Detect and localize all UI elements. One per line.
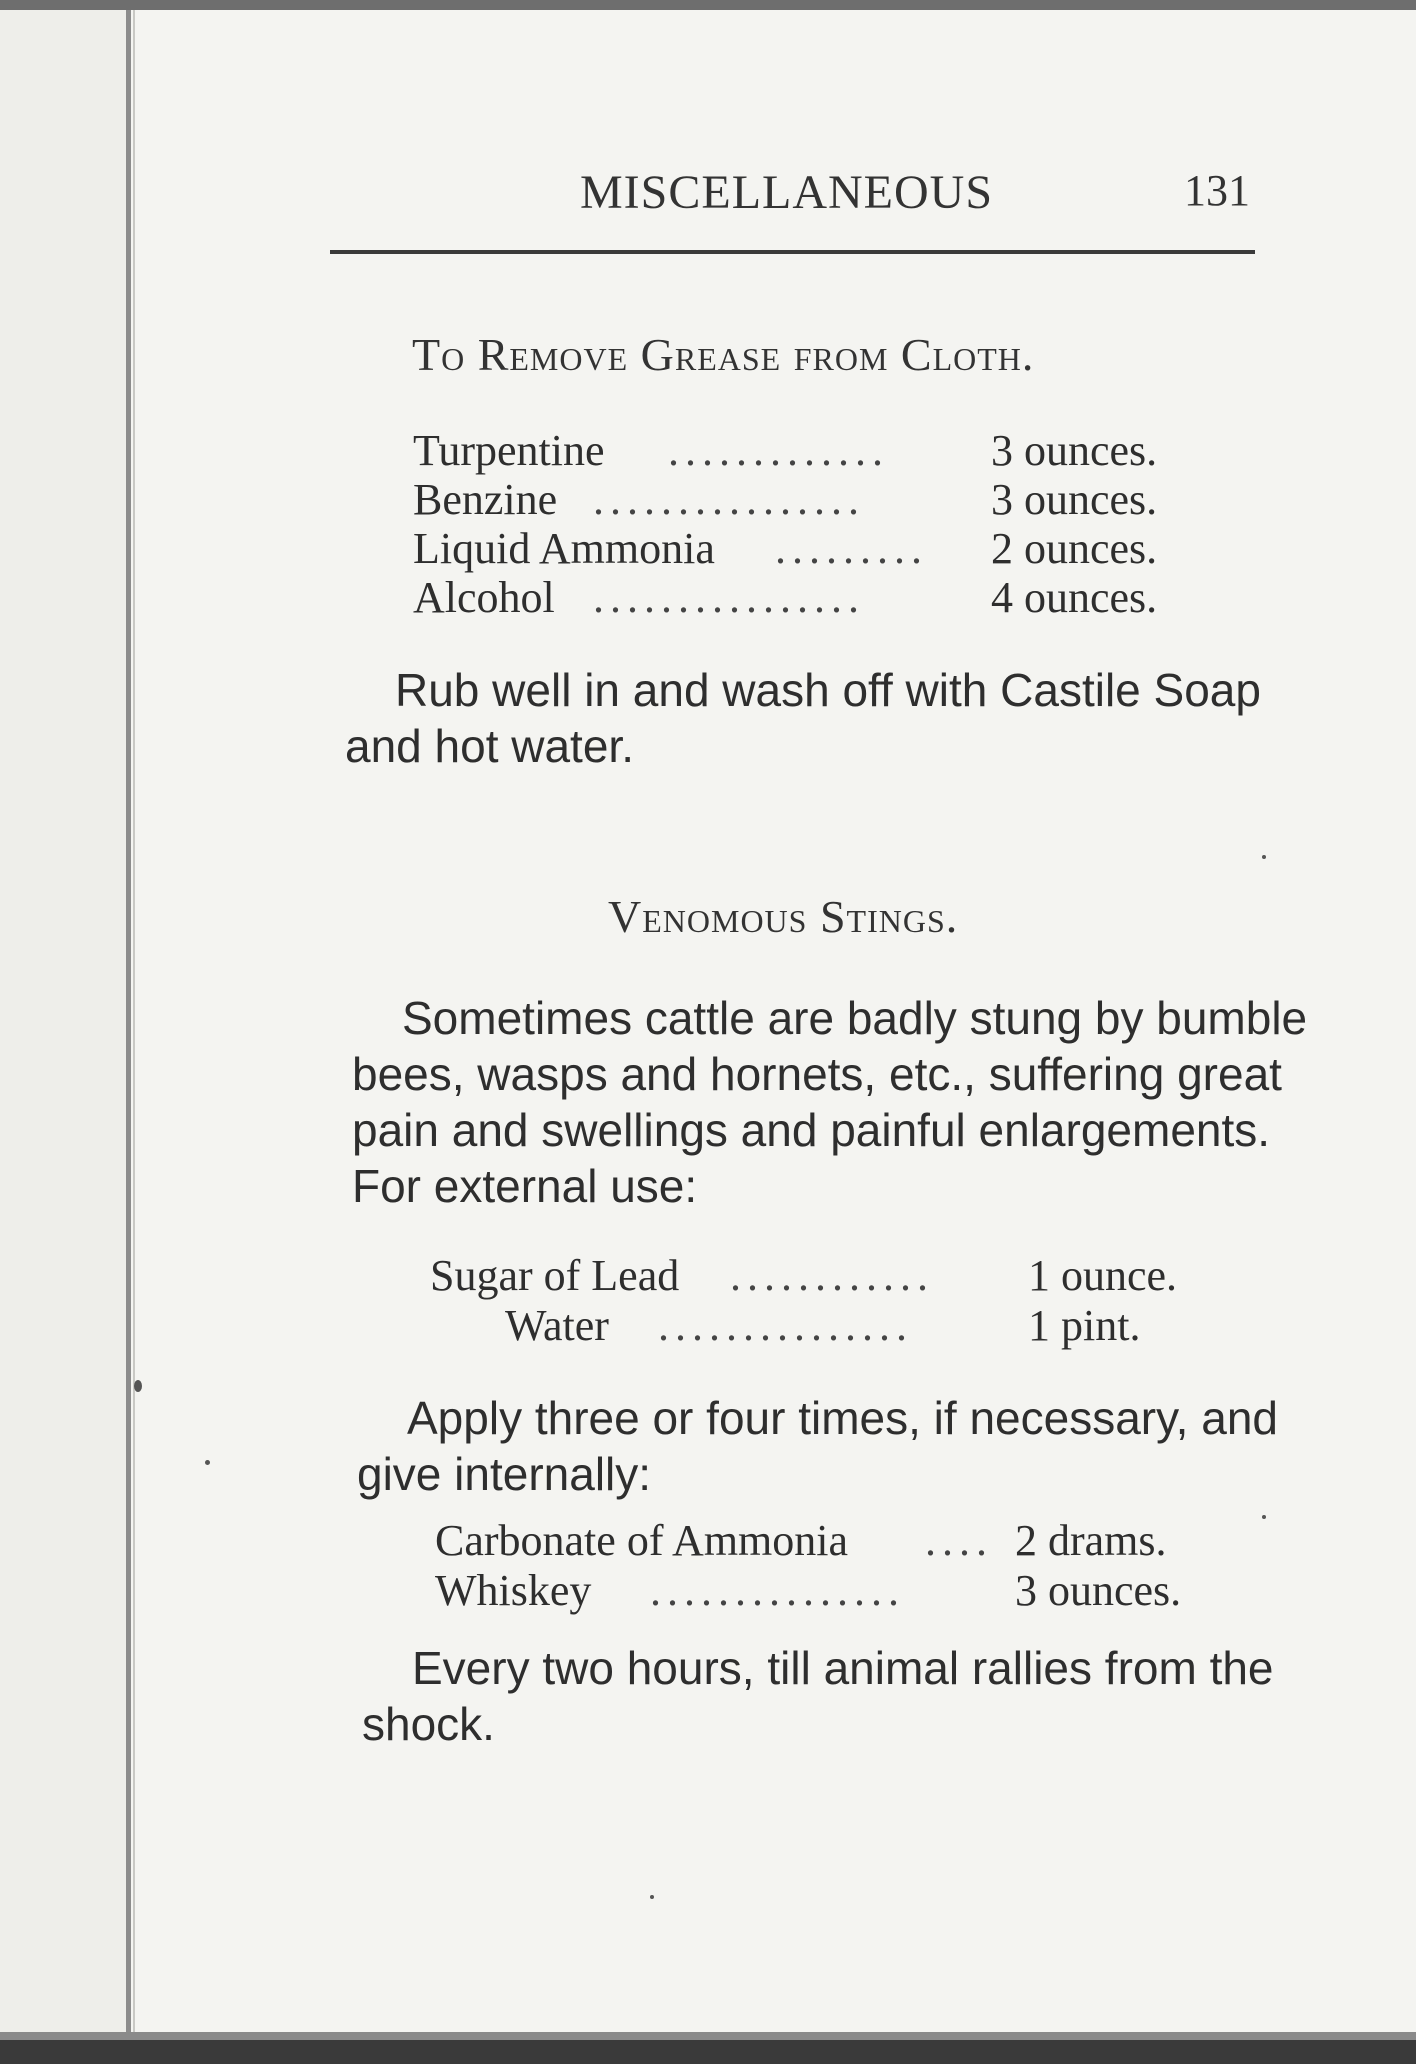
leader-dots: ................ xyxy=(593,573,865,622)
leader-dots: ............ xyxy=(730,1251,934,1300)
text-line: Apply three or four times, if necessary, and xyxy=(407,1392,1278,1444)
apply-instructions xyxy=(357,1390,1278,1502)
ingredient-name: Carbonate of Ammonia xyxy=(435,1516,849,1565)
ingredient-amount: 2 ounces. xyxy=(991,524,1158,573)
ingredient-amount: 1 pint. xyxy=(1028,1301,1141,1350)
ingredient-line xyxy=(413,572,1213,622)
leader-dots: ......... xyxy=(775,524,928,573)
scan-speck xyxy=(1262,855,1266,859)
binding-gutter xyxy=(126,10,131,2040)
text-line: Sometimes cattle are badly stung by bumble xyxy=(402,992,1308,1044)
text-line: For external use: xyxy=(352,1160,698,1212)
text-line: pain and swellings and painful enlargements. xyxy=(352,1104,1271,1156)
scan-speck xyxy=(650,1895,654,1899)
text-line: give internally: xyxy=(357,1448,652,1500)
page-left-margin xyxy=(0,10,128,2040)
ingredient-amount: 3 ounces. xyxy=(1015,1566,1182,1615)
leader-dots: .... xyxy=(925,1516,993,1565)
ingredient-amount: 1 ounce. xyxy=(1028,1251,1178,1300)
text-line: bees, wasps and hornets, etc., suffering great xyxy=(352,1048,1282,1100)
ingredient-line xyxy=(430,1250,1230,1300)
ingredient-name: Turpentine xyxy=(413,426,605,475)
ingredient-amount: 3 ounces. xyxy=(991,475,1158,524)
leader-dots: ................ xyxy=(593,475,865,524)
chapter-title: MISCELLANEOUS xyxy=(580,166,994,219)
text-line: Every two hours, till animal rallies from the xyxy=(412,1642,1274,1694)
ingredient-name: Sugar of Lead xyxy=(430,1251,680,1300)
ingredient-line xyxy=(435,1565,1235,1615)
ingredient-line xyxy=(430,1300,1230,1350)
binding-gutter-shadow xyxy=(133,10,135,2040)
ingredient-name: Liquid Ammonia xyxy=(413,524,715,573)
leader-dots: ............... xyxy=(658,1301,913,1350)
closing-instructions xyxy=(362,1640,1274,1752)
scan-top-edge xyxy=(0,0,1416,10)
running-head xyxy=(330,165,1250,235)
leader-dots: ............... xyxy=(650,1566,905,1615)
page-number: 131 xyxy=(1184,166,1250,215)
scan-speck xyxy=(205,1460,210,1465)
section-heading-grease: To Remove Grease from Cloth. xyxy=(412,329,1035,380)
grease-instructions xyxy=(345,662,1261,774)
ingredient-amount: 2 drams. xyxy=(1015,1516,1167,1565)
ingredient-name: Water xyxy=(505,1301,609,1350)
ingredient-line xyxy=(413,523,1213,573)
ingredient-amount: 3 ounces. xyxy=(991,426,1158,475)
header-rule xyxy=(330,250,1255,254)
text-line: shock. xyxy=(362,1698,495,1750)
ingredient-line xyxy=(435,1515,1235,1565)
text-line: Rub well in and wash off with Castile Soap xyxy=(395,664,1261,716)
stings-intro xyxy=(352,990,1307,1214)
scan-speck xyxy=(134,1380,142,1392)
ingredient-line xyxy=(413,474,1213,524)
leader-dots: ............. xyxy=(668,426,889,475)
ingredient-name: Benzine xyxy=(413,475,558,524)
ingredient-amount: 4 ounces. xyxy=(991,573,1158,622)
scan-bottom-shadow xyxy=(0,2032,1416,2040)
section-heading-stings: Venomous Stings. xyxy=(608,891,959,942)
ingredient-line xyxy=(413,425,1213,475)
scan-bottom-edge xyxy=(0,2040,1416,2064)
ingredient-name: Alcohol xyxy=(413,573,555,622)
text-line: and hot water. xyxy=(345,720,634,772)
scan-speck xyxy=(1262,1515,1266,1519)
ingredient-name: Whiskey xyxy=(435,1566,592,1615)
